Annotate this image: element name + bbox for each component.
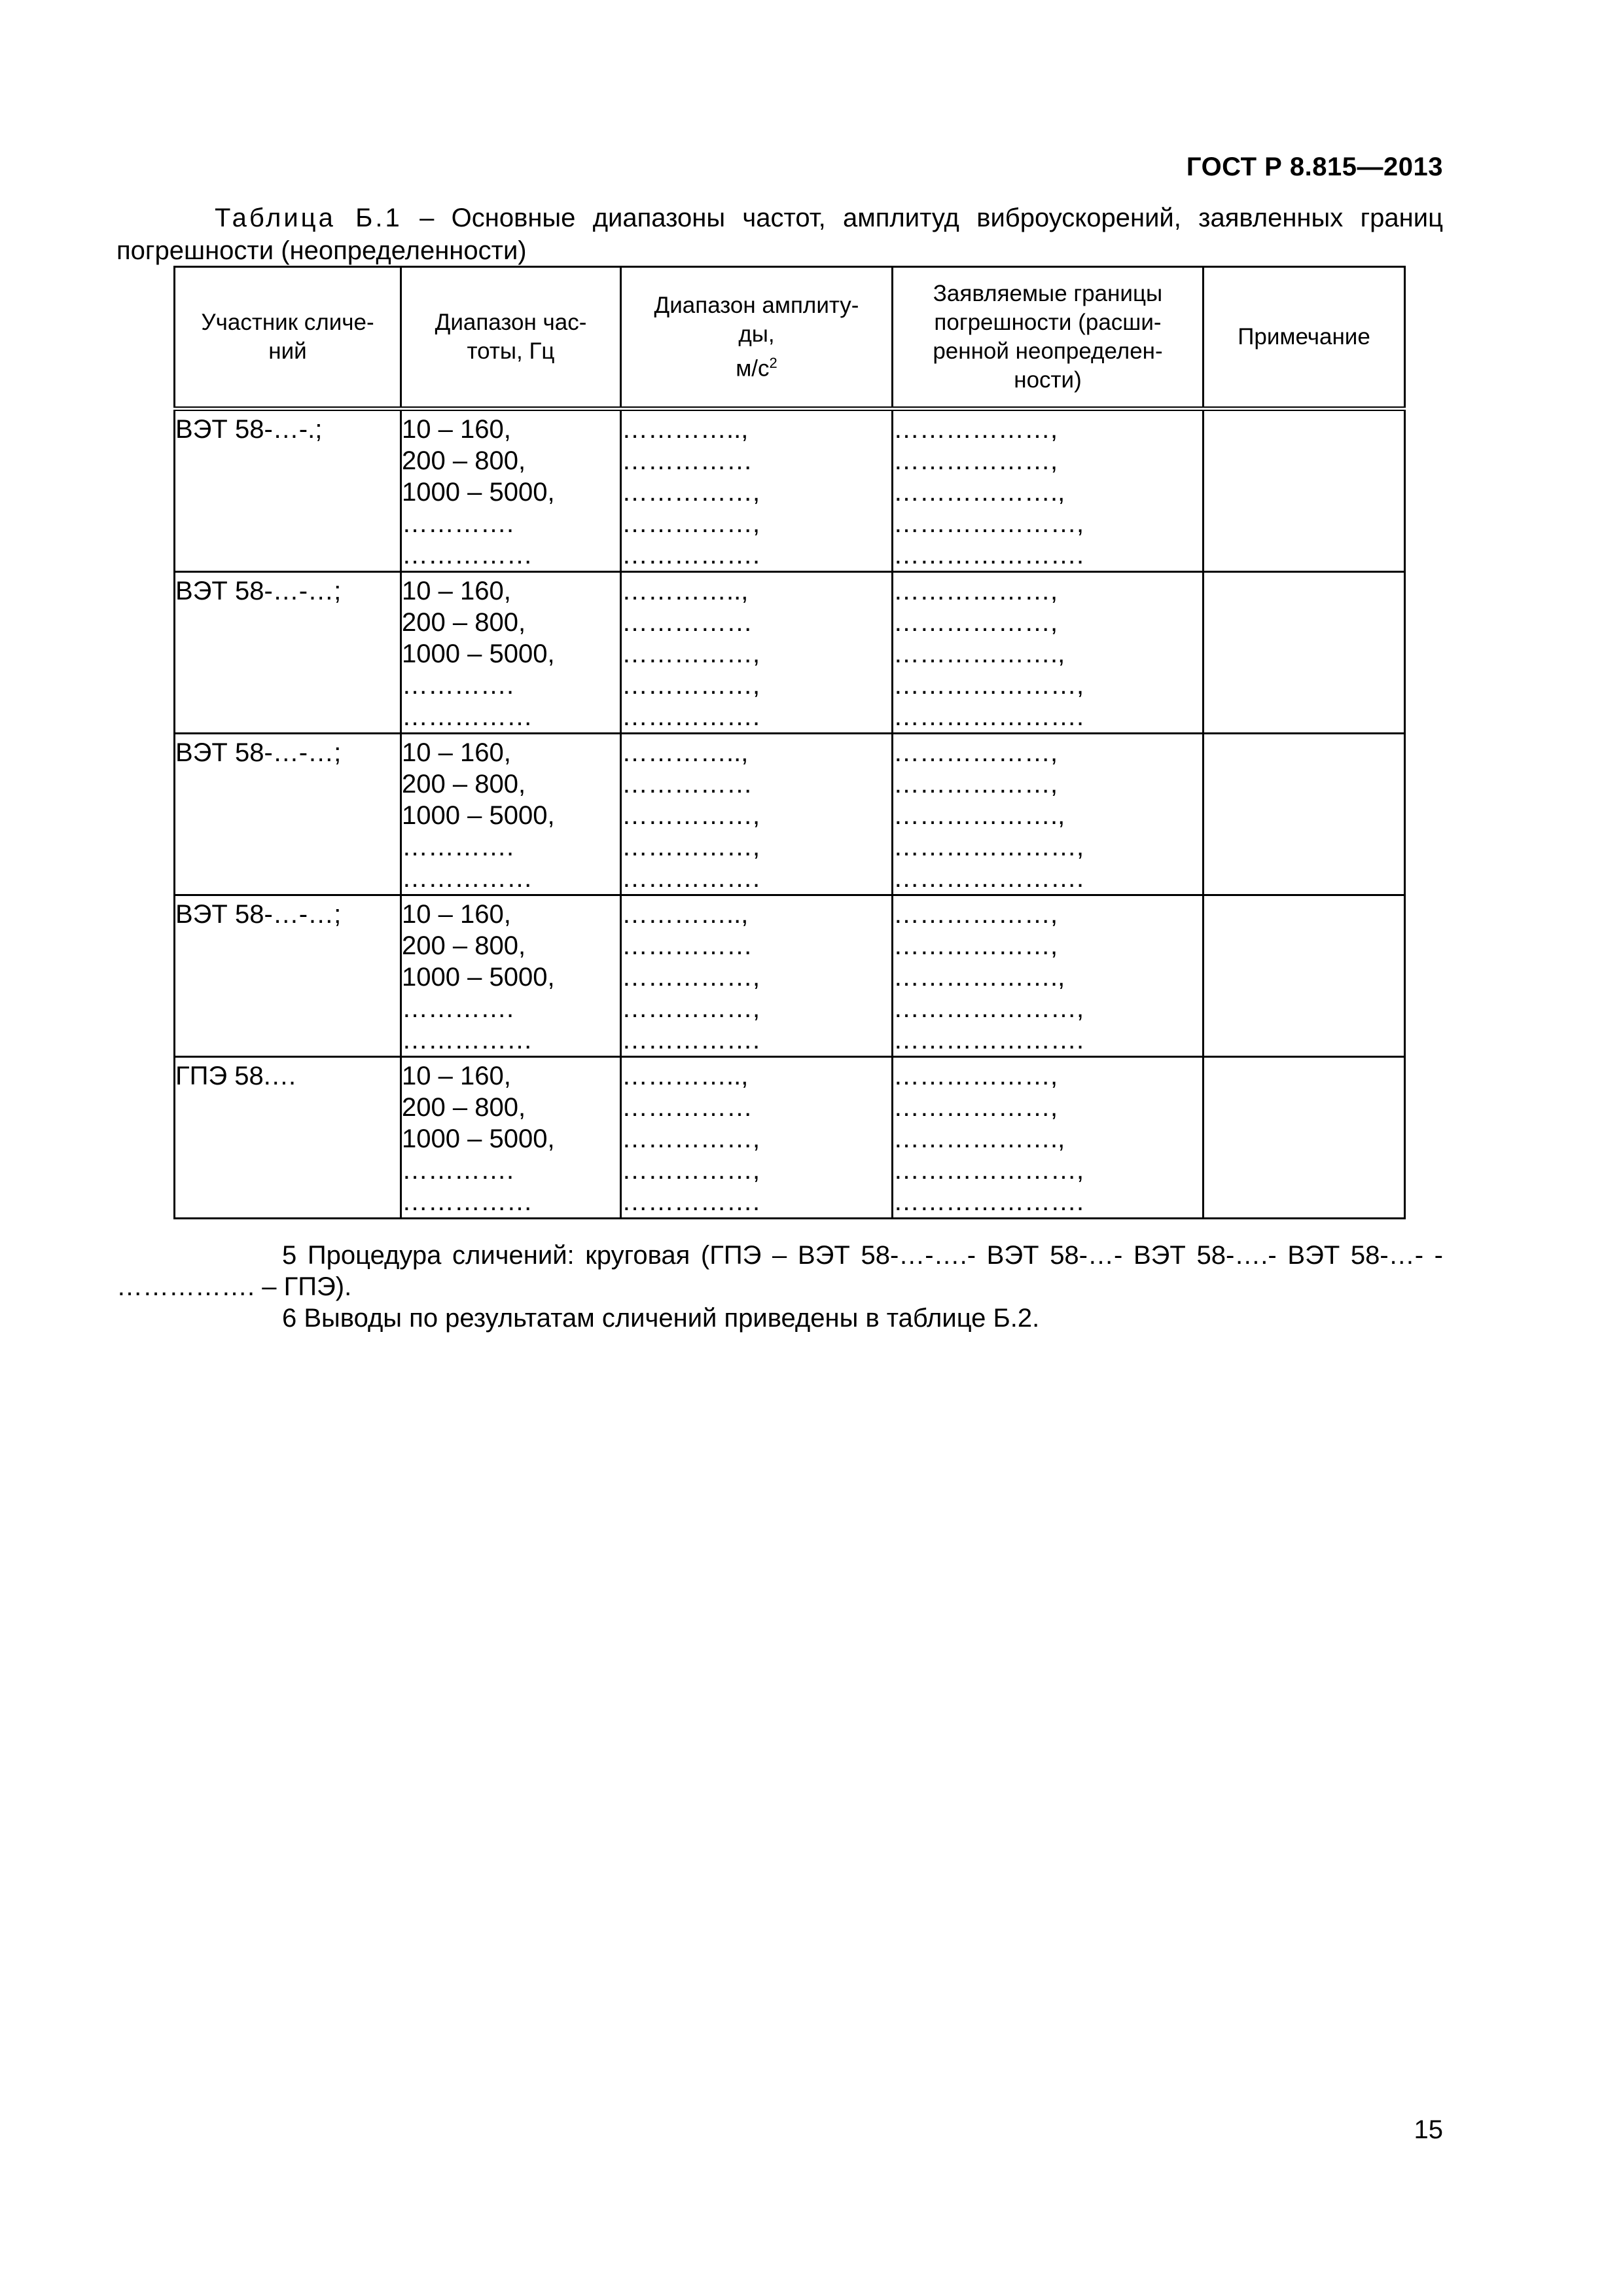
cell-line: …………………, xyxy=(893,1156,1084,1185)
cell-uncertainty-bounds xyxy=(893,895,1204,1057)
cell-line: …………………. xyxy=(893,864,1084,893)
cell-line: 1000 – 5000, xyxy=(402,1124,555,1153)
cell-line: ………….., xyxy=(622,900,749,929)
cell-line: …………………. xyxy=(893,702,1084,731)
table-row xyxy=(175,734,1405,895)
cell-line: ……………, xyxy=(622,801,760,830)
cell-line: ………………., xyxy=(893,801,1065,830)
header-frequency-range xyxy=(401,267,621,409)
cell-line: 10 – 160, xyxy=(402,415,511,444)
header-line: Участник сличе- xyxy=(201,310,374,335)
cell-line: …………………. xyxy=(893,1026,1084,1054)
cell-uncertainty-bounds xyxy=(893,409,1204,572)
header-line: Примечание xyxy=(1238,324,1370,350)
cell-line: …………… xyxy=(402,1026,533,1054)
cell-note xyxy=(1204,409,1405,572)
cell-frequency-range xyxy=(401,409,621,572)
cell-frequency-range xyxy=(401,734,621,895)
cell-amplitude-range xyxy=(621,895,893,1057)
header-line: ности) xyxy=(1014,367,1082,393)
cell-line: 10 – 160, xyxy=(402,900,511,929)
paragraph-conclusions: 6 Выводы по результатам сличений приведены в таблице Б.2. xyxy=(282,1304,1040,1333)
cell-line: ……………. xyxy=(622,1026,760,1054)
cell-line: …………. xyxy=(402,1156,514,1185)
cell-line: ………………, xyxy=(893,415,1058,444)
table-caption-text: – Основные диапазоны частот, амплитуд виброускорений, заявленных границ погрешности (неопределенности) xyxy=(116,204,1443,265)
table-header-row xyxy=(175,267,1405,409)
cell-line: ………………., xyxy=(893,1124,1065,1153)
cell-line: ………………, xyxy=(893,770,1058,798)
cell-line: ……………. xyxy=(622,1187,760,1216)
cell-line: …………… xyxy=(402,864,533,893)
cell-amplitude-range xyxy=(621,1057,893,1219)
cell-uncertainty-bounds xyxy=(893,1057,1204,1219)
cell-line: ……………, xyxy=(622,833,760,861)
table-caption xyxy=(116,202,1443,267)
cell-line: ………………., xyxy=(893,478,1065,507)
cell-amplitude-range xyxy=(621,409,893,572)
cell-line: 200 – 800, xyxy=(402,931,526,960)
cell-line: …………………, xyxy=(893,833,1084,861)
ranges-table xyxy=(173,266,1406,1219)
cell-line: …………. xyxy=(402,833,514,861)
cell-line: …………… xyxy=(622,608,753,637)
header-line: погрешности (расши- xyxy=(934,310,1162,335)
cell-line: ………………., xyxy=(893,963,1065,992)
cell-line: ………….., xyxy=(622,415,749,444)
cell-note xyxy=(1204,572,1405,734)
cell-line: 1000 – 5000, xyxy=(402,963,555,992)
cell-line: ……………, xyxy=(622,994,760,1023)
cell-line: ……………. xyxy=(622,702,760,731)
cell-note xyxy=(1204,734,1405,895)
cell-line: ……………, xyxy=(622,509,760,538)
cell-line: ………………, xyxy=(893,608,1058,637)
cell-line: …………… xyxy=(622,1093,753,1122)
cell-line: ………………, xyxy=(893,446,1058,475)
cell-line: 1000 – 5000, xyxy=(402,478,555,507)
cell-line: ……………. xyxy=(622,541,760,569)
header-line: тоты, Гц xyxy=(467,338,555,364)
cell-line: ………………., xyxy=(893,639,1065,668)
cell-line: ………….., xyxy=(622,1062,749,1090)
cell-line: 10 – 160, xyxy=(402,1062,511,1090)
header-participant xyxy=(175,267,401,409)
header-line: м/с xyxy=(736,355,770,382)
cell-note xyxy=(1204,895,1405,1057)
cell-line: …………………, xyxy=(893,994,1084,1023)
cell-line: ………….., xyxy=(622,738,749,767)
table-caption-label: Таблица Б.1 xyxy=(215,204,402,232)
cell-line: ……………. xyxy=(622,864,760,893)
cell-line: ……………, xyxy=(622,639,760,668)
cell-frequency-range xyxy=(401,572,621,734)
cell-line: …………………, xyxy=(893,509,1084,538)
cell-line: …………… xyxy=(622,446,753,475)
cell-line: ……………, xyxy=(622,671,760,700)
cell-line: …………. xyxy=(402,671,514,700)
header-line: ний xyxy=(268,338,307,364)
cell-line: ………………, xyxy=(893,1093,1058,1122)
paragraph-procedure: 5 Процедура сличений: круговая (ГПЭ – ВЭТ 58-…-….- ВЭТ 58-…- ВЭТ 58-….- ВЭТ 58-…- - ……………. – ГПЭ). xyxy=(116,1241,1443,1301)
cell-line: ………………, xyxy=(893,577,1058,605)
cell-line: …………. xyxy=(402,509,514,538)
cell-line: …………… xyxy=(622,770,753,798)
cell-line: …………… xyxy=(402,702,533,731)
cell-line: 1000 – 5000, xyxy=(402,639,555,668)
cell-frequency-range xyxy=(401,895,621,1057)
cell-frequency-range xyxy=(401,1057,621,1219)
header-line: ды, xyxy=(738,321,775,347)
cell-line: …………………, xyxy=(893,671,1084,700)
cell-line: ………………, xyxy=(893,738,1058,767)
cell-amplitude-range xyxy=(621,734,893,895)
cell-line: …………. xyxy=(402,994,514,1023)
cell-line: 200 – 800, xyxy=(402,770,526,798)
cell-uncertainty-bounds xyxy=(893,734,1204,895)
document-code: ГОСТ Р 8.815—2013 xyxy=(1186,152,1443,181)
header-uncertainty-bounds xyxy=(893,267,1204,409)
cell-line: 10 – 160, xyxy=(402,577,511,605)
cell-uncertainty-bounds xyxy=(893,572,1204,734)
cell-line: …………… xyxy=(402,541,533,569)
cell-line: …………………. xyxy=(893,541,1084,569)
table-row xyxy=(175,409,1405,572)
cell-note xyxy=(1204,1057,1405,1219)
header-amplitude-range xyxy=(621,267,893,409)
cell-line: …………………. xyxy=(893,1187,1084,1216)
cell-participant: ВЭТ 58-…-…; xyxy=(175,572,401,734)
cell-line: 200 – 800, xyxy=(402,608,526,637)
cell-line: 1000 – 5000, xyxy=(402,801,555,830)
cell-line: ………………, xyxy=(893,1062,1058,1090)
cell-amplitude-range xyxy=(621,572,893,734)
table-row xyxy=(175,572,1405,734)
header-line: Заявляемые границы xyxy=(933,281,1163,306)
cell-participant: ВЭТ 58-…-…; xyxy=(175,734,401,895)
table-row xyxy=(175,1057,1405,1219)
cell-line: …………… xyxy=(622,931,753,960)
cell-line: ………………, xyxy=(893,900,1058,929)
cell-line: …………… xyxy=(402,1187,533,1216)
header-line: ренной неопределен- xyxy=(933,338,1163,364)
header-note xyxy=(1204,267,1405,409)
cell-participant: ГПЭ 58.… xyxy=(175,1057,401,1219)
cell-line: 10 – 160, xyxy=(402,738,511,767)
cell-line: 200 – 800, xyxy=(402,1093,526,1122)
header-line: Диапазон час- xyxy=(435,310,587,335)
cell-line: ……………, xyxy=(622,1156,760,1185)
cell-line: ………………, xyxy=(893,931,1058,960)
cell-participant: ВЭТ 58-…-…; xyxy=(175,895,401,1057)
cell-line: ……………, xyxy=(622,478,760,507)
cell-line: ……………, xyxy=(622,963,760,992)
table-row xyxy=(175,895,1405,1057)
page-number: 15 xyxy=(1414,2115,1443,2144)
cell-participant: ВЭТ 58-…-.; xyxy=(175,409,401,572)
table-body xyxy=(175,409,1405,1219)
cell-line: 200 – 800, xyxy=(402,446,526,475)
header-superscript: 2 xyxy=(769,354,777,371)
cell-line: ……………, xyxy=(622,1124,760,1153)
cell-line: ………….., xyxy=(622,577,749,605)
header-line: Диапазон амплиту- xyxy=(654,292,859,318)
